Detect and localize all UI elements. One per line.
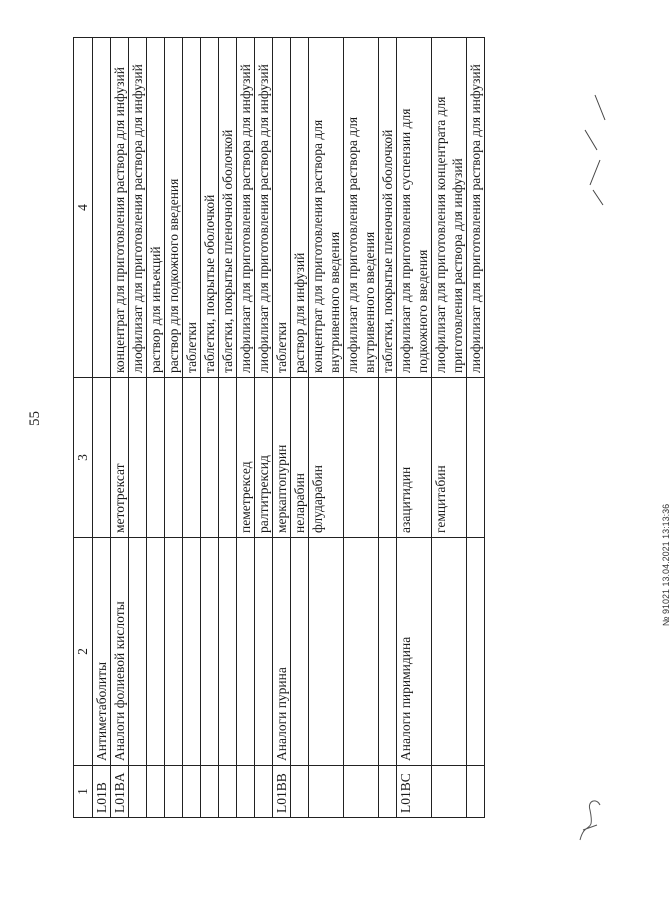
pen-marks	[575, 90, 615, 210]
drug-name-cell: пеметрексед	[237, 378, 255, 538]
drug-name-cell	[93, 378, 111, 538]
table-row	[344, 38, 379, 818]
drug-table	[73, 37, 485, 818]
dosage-form-cell: таблетки	[273, 38, 291, 378]
group-name-cell	[379, 538, 397, 766]
atc-code-cell	[147, 766, 165, 818]
group-name-cell	[183, 538, 201, 766]
table-row	[129, 38, 147, 818]
dosage-form-cell: таблетки, покрытые пленочной оболочкой	[379, 38, 397, 378]
dosage-form-cell: лиофилизат для приготовления раствора для инфузий	[237, 38, 255, 378]
table-row	[291, 38, 309, 818]
drug-name-cell: ралтитрексид	[255, 378, 273, 538]
dosage-form-cell: раствор для инъекций	[147, 38, 165, 378]
group-name-cell	[147, 538, 165, 766]
table-row	[201, 38, 219, 818]
dosage-form-cell: лиофилизат для приготовления раствора для инфузий	[255, 38, 273, 378]
signature-stamp	[575, 790, 605, 850]
drug-table-body	[74, 38, 485, 818]
dosage-form-cell: таблетки, покрытые оболочкой	[201, 38, 219, 378]
dosage-form-cell	[93, 38, 111, 378]
dosage-form-cell: лиофилизат для приготовления раствора для инфузий	[129, 38, 147, 378]
atc-code-cell	[165, 766, 183, 818]
dosage-form-cell: лиофилизат для приготовления раствора для инфузий	[467, 38, 485, 378]
drug-name-cell: гемцитабин	[432, 378, 467, 538]
dosage-form-cell: раствор для инфузий	[291, 38, 309, 378]
atc-code-cell	[432, 766, 467, 818]
dosage-form-cell: лиофилизат для приготовления концентрата для приготовления раствора для инфузий	[432, 38, 467, 378]
atc-code-cell	[129, 766, 147, 818]
dosage-form-cell: раствор для подкожного введения	[165, 38, 183, 378]
drug-name-cell	[379, 378, 397, 538]
group-name-cell	[129, 538, 147, 766]
atc-code-cell: L01BA	[111, 766, 129, 818]
dosage-form-cell: концентрат для приготовления раствора для инфузий	[111, 38, 129, 378]
table-row	[467, 38, 485, 818]
header-row	[74, 38, 93, 818]
group-name-cell	[309, 538, 344, 766]
atc-code-cell	[379, 766, 397, 818]
group-name-cell	[291, 538, 309, 766]
drug-name-cell	[344, 378, 379, 538]
table-row	[111, 38, 129, 818]
group-name-cell	[255, 538, 273, 766]
atc-code-cell	[467, 766, 485, 818]
footer-stamp-text: № 91021 13.04.2021 13:13:36	[661, 503, 671, 627]
rotated-table-container	[73, 38, 613, 818]
group-name-cell	[467, 538, 485, 766]
dosage-form-cell: лиофилизат для приготовления раствора для внутривенного введения	[344, 38, 379, 378]
group-name-cell	[432, 538, 467, 766]
table-row	[379, 38, 397, 818]
page-number: 55	[27, 411, 43, 426]
drug-name-cell	[201, 378, 219, 538]
group-name-cell	[237, 538, 255, 766]
drug-name-cell	[467, 378, 485, 538]
table-row	[432, 38, 467, 818]
drug-name-cell	[219, 378, 237, 538]
drug-name-cell: азацитидин	[397, 378, 432, 538]
atc-code-cell	[255, 766, 273, 818]
table-row	[309, 38, 344, 818]
header-cell-1: 1	[74, 766, 93, 818]
header-cell-3: 3	[74, 378, 93, 538]
dosage-form-cell: таблетки	[183, 38, 201, 378]
table-row	[273, 38, 291, 818]
drug-name-cell: меркаптопурин	[273, 378, 291, 538]
table-row	[93, 38, 111, 818]
atc-code-cell	[309, 766, 344, 818]
group-name-cell	[201, 538, 219, 766]
drug-name-cell	[183, 378, 201, 538]
drug-name-cell: неларабин	[291, 378, 309, 538]
group-name-cell	[344, 538, 379, 766]
atc-code-cell: L01BC	[397, 766, 432, 818]
table-row	[237, 38, 255, 818]
table-row	[397, 38, 432, 818]
table-row	[147, 38, 165, 818]
atc-code-cell	[237, 766, 255, 818]
atc-code-cell	[219, 766, 237, 818]
atc-code-cell	[291, 766, 309, 818]
atc-code-cell	[201, 766, 219, 818]
table-row	[255, 38, 273, 818]
atc-code-cell: L01BB	[273, 766, 291, 818]
group-name-cell: Аналоги пиримидина	[397, 538, 432, 766]
drug-name-cell	[147, 378, 165, 538]
header-cell-2: 2	[74, 538, 93, 766]
group-name-cell	[165, 538, 183, 766]
atc-code-cell	[183, 766, 201, 818]
group-name-cell: Аналоги пурина	[273, 538, 291, 766]
group-name-cell: Антиметаболиты	[93, 538, 111, 766]
dosage-form-cell: таблетки, покрытые пленочной оболочкой	[219, 38, 237, 378]
group-name-cell	[219, 538, 237, 766]
atc-code-cell	[344, 766, 379, 818]
atc-code-cell: L01B	[93, 766, 111, 818]
dosage-form-cell: концентрат для приготовления раствора для внутривенного введения	[309, 38, 344, 378]
header-cell-4: 4	[74, 38, 93, 378]
drug-name-cell	[129, 378, 147, 538]
drug-name-cell	[165, 378, 183, 538]
table-row	[165, 38, 183, 818]
table-row	[219, 38, 237, 818]
drug-name-cell: флударабин	[309, 378, 344, 538]
drug-name-cell: метотрексат	[111, 378, 129, 538]
dosage-form-cell: лиофилизат для приготовления суспензии для подкожного введения	[397, 38, 432, 378]
table-row	[183, 38, 201, 818]
group-name-cell: Аналоги фолиевой кислоты	[111, 538, 129, 766]
